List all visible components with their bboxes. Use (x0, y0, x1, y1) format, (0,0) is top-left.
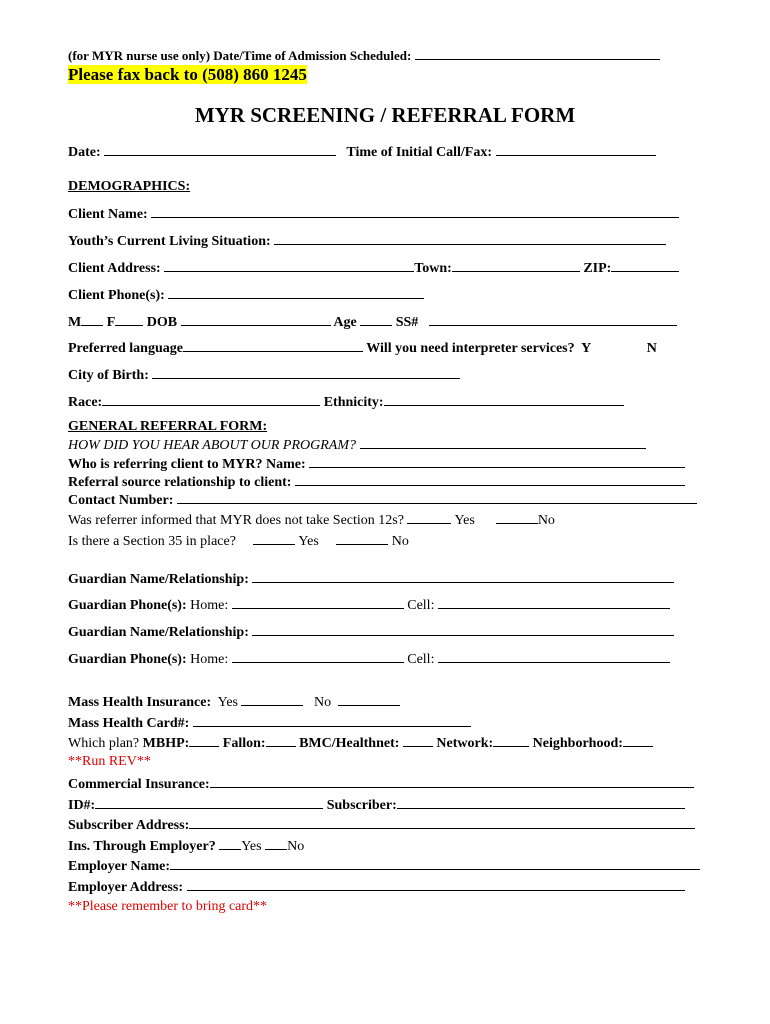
interpreter-no[interactable]: N (646, 341, 657, 356)
race-row: Race: Ethnicity: (68, 392, 624, 412)
client-phone-row: Client Phone(s): (68, 285, 424, 305)
section35-row: Is there a Section 35 in place? Yes No (68, 531, 409, 551)
client-name-row: Client Name: (68, 204, 679, 224)
mass-health-row: Mass Health Insurance: Yes No (68, 692, 400, 712)
client-phone-field[interactable] (168, 285, 424, 299)
language-row: Preferred language Will you need interpreter services? Y N (68, 338, 657, 358)
guardian2-name-field[interactable] (252, 622, 674, 636)
date-field[interactable] (104, 142, 336, 156)
guardian1-phone-row: Guardian Phone(s): Home: Cell: (68, 595, 670, 615)
through-employer-row: Ins. Through Employer? Yes No (68, 836, 304, 856)
commercial-insurance-field[interactable] (210, 774, 694, 788)
dob-field[interactable] (181, 312, 331, 326)
living-situation-field[interactable] (274, 231, 666, 245)
employer-address-field[interactable] (187, 877, 685, 891)
guardian1-home-field[interactable] (232, 595, 404, 609)
contact-number-field[interactable] (177, 490, 697, 504)
plan-fallon-field[interactable] (266, 733, 296, 747)
guardian1-name-field[interactable] (252, 569, 674, 583)
client-address-row: Client Address: Town: ZIP: (68, 258, 679, 278)
section12-yes-field[interactable] (407, 510, 451, 524)
female-field[interactable] (115, 312, 143, 326)
language-field[interactable] (183, 338, 363, 352)
male-field[interactable] (81, 312, 103, 326)
ethnicity-field[interactable] (384, 392, 624, 406)
referrer-name-field[interactable] (309, 454, 685, 468)
fax-back-notice: Please fax back to (508) 860 1245 (68, 65, 307, 84)
plan-mbhp-field[interactable] (189, 733, 219, 747)
client-name-field[interactable] (151, 204, 679, 218)
date-row: Date: Time of Initial Call/Fax: (68, 142, 656, 162)
run-rev-note: **Run REV** (68, 754, 151, 769)
which-plan-row: Which plan? MBHP: Fallon: BMC/Healthnet: Network: Neighborhood: (68, 733, 653, 753)
nurse-use-line: (for MYR nurse use only) Date/Time of Admission Scheduled: (68, 46, 660, 65)
subscriber-address-field[interactable] (189, 815, 695, 829)
contact-number-row: Contact Number: (68, 490, 697, 510)
guardian2-phone-row: Guardian Phone(s): Home: Cell: (68, 649, 670, 669)
id-row: ID#: Subscriber: (68, 795, 685, 815)
relationship-row: Referral source relationship to client: (68, 472, 685, 492)
mass-health-card-field[interactable] (193, 713, 471, 727)
mass-health-card-row: Mass Health Card#: (68, 713, 471, 733)
guardian2-home-field[interactable] (232, 649, 404, 663)
who-referring-row: Who is referring client to MYR? Name: (68, 454, 685, 474)
initial-call-field[interactable] (496, 142, 656, 156)
section12-row: Was referrer informed that MYR does not take Section 12s? Yes No (68, 510, 555, 530)
guardian2-cell-field[interactable] (438, 649, 670, 663)
employer-address-row: Employer Address: (68, 877, 685, 897)
age-field[interactable] (360, 312, 392, 326)
client-address-field[interactable] (164, 258, 414, 272)
race-field[interactable] (102, 392, 320, 406)
living-situation-row: Youth’s Current Living Situation: (68, 231, 666, 251)
guardian2-name-row: Guardian Name/Relationship: (68, 622, 674, 642)
section12-no-field[interactable] (496, 510, 538, 524)
plan-bmc-field[interactable] (403, 733, 433, 747)
employer-yes-field[interactable] (219, 836, 241, 850)
commercial-row: Commercial Insurance: (68, 774, 694, 794)
general-referral-heading: GENERAL REFERRAL FORM: (68, 419, 268, 434)
guardian1-name-row: Guardian Name/Relationship: (68, 569, 674, 589)
section35-yes-field[interactable] (253, 531, 295, 545)
id-field[interactable] (95, 795, 323, 809)
how-heard-field[interactable] (360, 435, 646, 449)
town-field[interactable] (452, 258, 580, 272)
interpreter-yes[interactable]: Y (581, 341, 591, 356)
subscriber-address-row: Subscriber Address: (68, 815, 695, 835)
sex-dob-row: M F DOB Age SS# (68, 312, 677, 332)
city-of-birth-row: City of Birth: (68, 365, 460, 385)
ssn-field[interactable] (429, 312, 677, 326)
section35-no-field[interactable] (336, 531, 388, 545)
subscriber-field[interactable] (397, 795, 685, 809)
mass-health-yes-field[interactable] (241, 692, 303, 706)
employer-no-field[interactable] (265, 836, 287, 850)
plan-neighborhood-field[interactable] (623, 733, 653, 747)
demographics-heading: DEMOGRAPHICS: (68, 179, 191, 194)
mass-health-no-field[interactable] (338, 692, 400, 706)
employer-name-row: Employer Name: (68, 856, 700, 876)
how-heard-row: HOW DID YOU HEAR ABOUT OUR PROGRAM? (68, 435, 646, 455)
employer-name-field[interactable] (170, 856, 700, 870)
zip-field[interactable] (611, 258, 679, 272)
form-title: MYR SCREENING / REFERRAL FORM (194, 103, 576, 127)
relationship-field[interactable] (295, 472, 685, 486)
bring-card-note: **Please remember to bring card** (68, 899, 268, 914)
guardian1-cell-field[interactable] (438, 595, 670, 609)
city-of-birth-field[interactable] (152, 365, 460, 379)
plan-network-field[interactable] (493, 733, 529, 747)
